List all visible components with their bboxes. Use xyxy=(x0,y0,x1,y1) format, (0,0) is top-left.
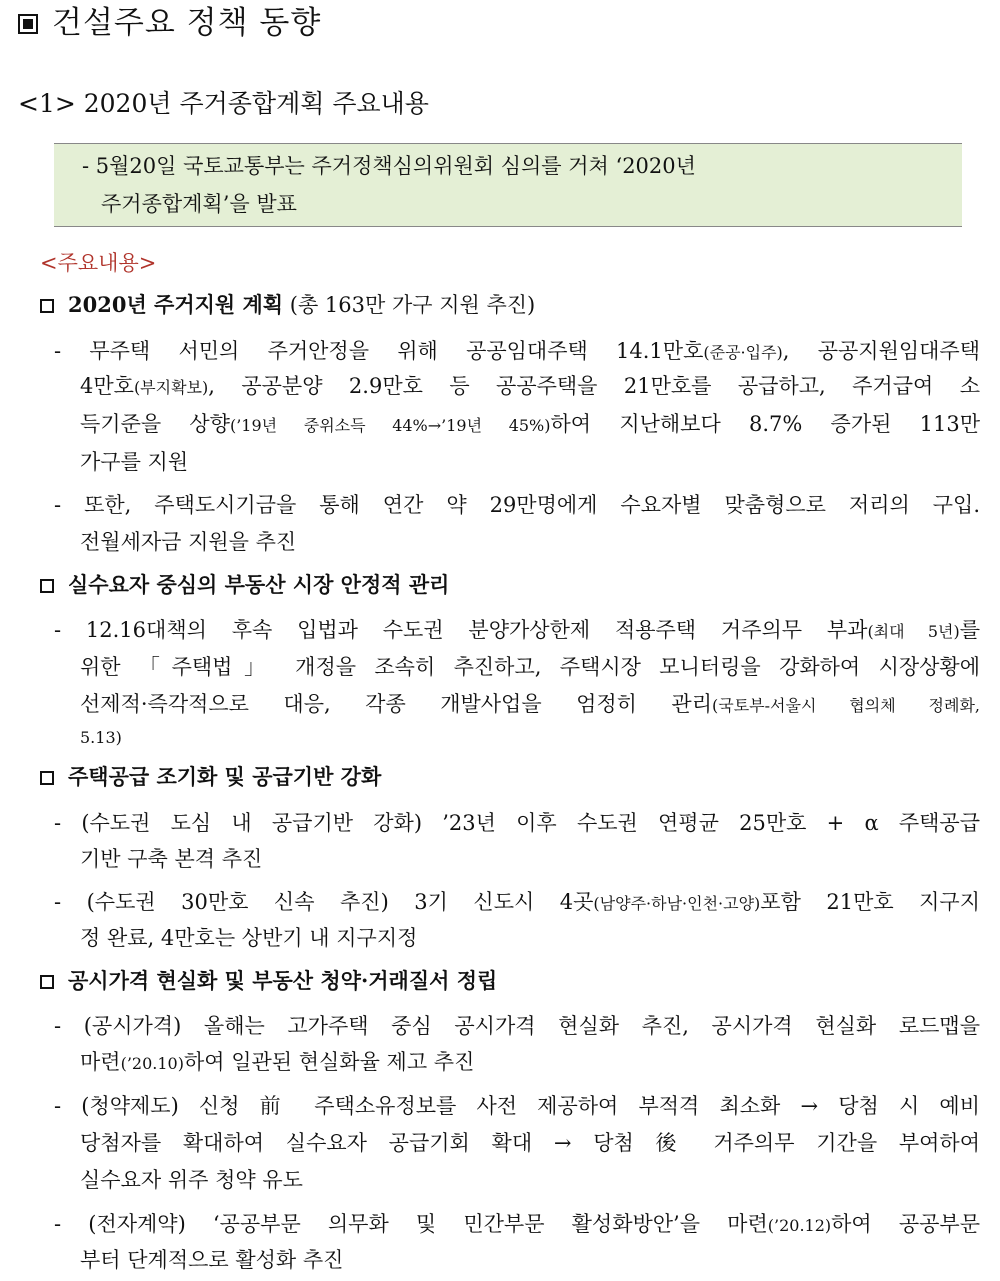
text-line: - (수도권 30만호 신속 추진) 3기 신도시 4곳(남양주·하남·인천·고양)포함 21만호 지구지 xyxy=(54,890,981,914)
text-line: 마련(’20.10)하여 일관된 현실화율 제고 추진 xyxy=(80,1050,475,1074)
summary-line-2: 주거종합계획’을 발표 xyxy=(101,192,297,216)
text-line: 선제적·즉각적으로 대응, 각종 개발사업을 엄정히 관리(국토부-서울시 협의체 정례화, xyxy=(80,692,980,716)
summary-box xyxy=(54,143,962,227)
text-line: - 또한, 주택도시기금을 통해 연간 약 29만명에게 수요자별 맞춤형으로 저리의 구입. xyxy=(54,493,980,517)
text-line: 득기준을 상향(’19년 중위소득 44%→’19년 45%)하여 지난해보다 8.7% 증가된 113만 xyxy=(80,412,980,436)
checkbox-square-icon xyxy=(40,771,54,785)
main-content-label: <주요내용> xyxy=(40,251,157,275)
text-line: - (수도권 도심 내 공급기반 강화) ’23년 이후 수도권 연평균 25만호 + α 주택공급 xyxy=(54,811,980,835)
heading-market-stability: 실수요자 중심의 부동산 시장 안정적 관리 xyxy=(40,567,449,603)
text-line: 당첨자를 확대하여 실수요자 공급기회 확대 → 당첨 後 거주의무 기간을 부여하여 xyxy=(80,1131,980,1155)
checkbox-square-icon xyxy=(40,975,54,989)
text-line: - (공시가격) 올해는 고가주택 중심 공시가격 현실화 추진, 공시가격 현실화 로드맵을 xyxy=(54,1014,980,1038)
text-line: - 무주택 서민의 주거안정을 위해 공공임대주택 14.1만호(준공·입주), 공공지원임대주택 xyxy=(54,339,980,363)
text-line: 기반 구축 본격 추진 xyxy=(80,847,263,871)
heading-housing-support: 2020년 주거지원 계획 (총 163만 가구 지원 추진) xyxy=(40,287,535,323)
text-line: - (청약제도) 신청 前 주택소유정보를 사전 제공하여 부적격 최소화 → 당첨 시 예비 xyxy=(54,1094,980,1118)
text-line: 가구를 지원 xyxy=(80,450,189,474)
text-line: 5.13) xyxy=(80,728,122,747)
checkbox-square-icon xyxy=(40,579,54,593)
text-line: 4만호(부지확보), 공공분양 2.9만호 등 공공주택을 21만호를 공급하고, 주거급여 소 xyxy=(80,374,980,398)
text-line: 위한 「주택법」 개정을 조속히 추진하고, 주택시장 모니터링을 강화하여 시장상황에 xyxy=(80,655,980,679)
text-line: 실수요자 위주 청약 유도 xyxy=(80,1168,303,1192)
heading-price-transaction: 공시가격 현실화 및 부동산 청약·거래질서 정립 xyxy=(40,963,497,999)
text-line: 전월세자금 지원을 추진 xyxy=(80,530,297,554)
section-subtitle: <1> 2020년 주거종합계획 주요내용 xyxy=(18,89,429,118)
text-line: - (전자계약) ‘공공부문 의무화 및 민간부문 활성화방안’을 마련(’20.12)하여 공공부문 xyxy=(54,1212,980,1236)
text-line: - 12.16대책의 후속 입법과 수도권 분양가상한제 적용주택 거주의무 부과(최대 5년)를 xyxy=(54,618,980,642)
page-title: 건설주요 정책 동향 xyxy=(18,0,321,46)
summary-line-1: - 5월20일 국토교통부는 주거정책심의위원회 심의를 거쳐 ‘2020년 xyxy=(82,154,696,178)
heading-housing-supply: 주택공급 조기화 및 공급기반 강화 xyxy=(40,759,381,795)
filled-square-icon xyxy=(18,14,38,34)
text-line: 정 완료, 4만호는 상반기 내 지구지정 xyxy=(80,926,418,950)
checkbox-square-icon xyxy=(40,299,54,313)
text-line: 부터 단계적으로 활성화 추진 xyxy=(80,1248,344,1272)
